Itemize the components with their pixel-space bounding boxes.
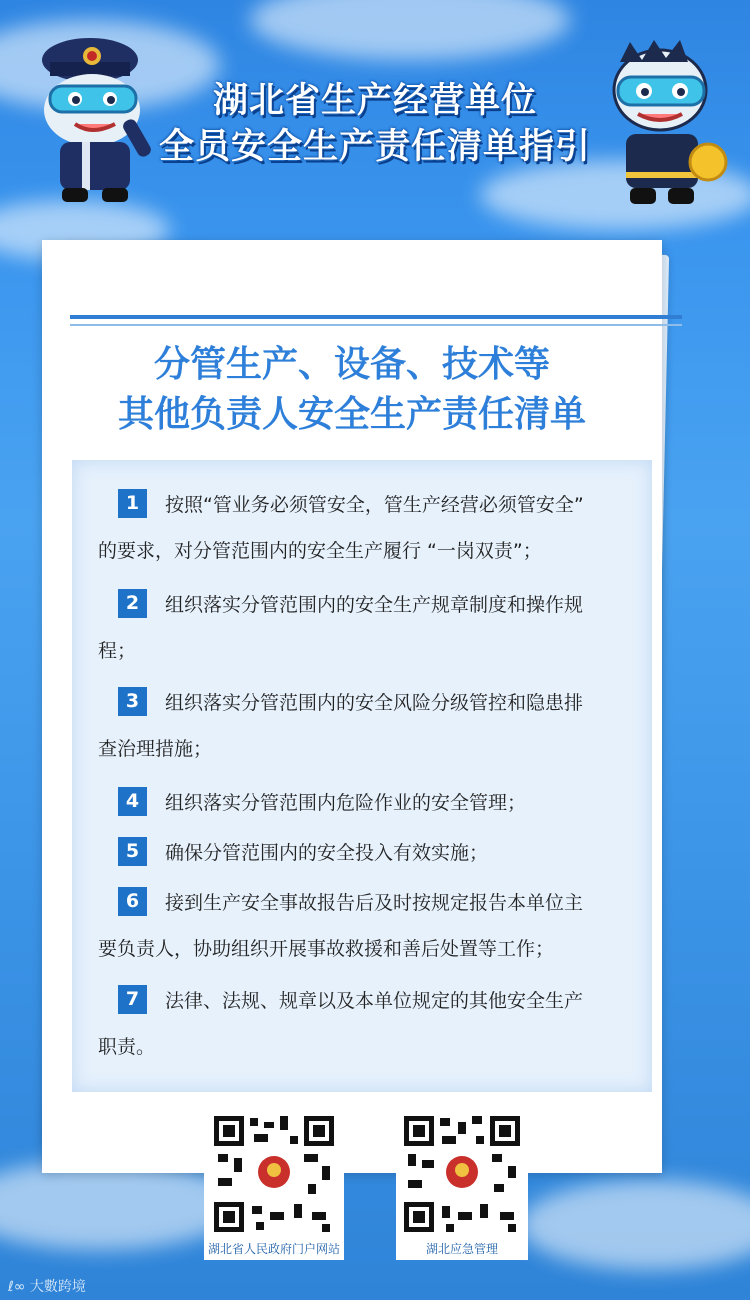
list-item bbox=[98, 830, 638, 876]
watermark bbox=[8, 1276, 86, 1296]
list-item-text-cont: 程； bbox=[98, 640, 137, 662]
item-number-badge: 3 bbox=[118, 687, 147, 716]
list-item-text: 确保分管范围内的安全投入有效实施； bbox=[165, 842, 489, 864]
qr-code-emergency[interactable] bbox=[396, 1108, 528, 1260]
page-title-line2: 全员安全生产责任清单指引 bbox=[158, 127, 591, 167]
list-item-text-cont: 的要求，对分管范围内的安全生产履行 “一岗双责”； bbox=[98, 540, 542, 562]
list-item-text: 接到生产安全事故报告后及时按规定报告本单位主 bbox=[165, 892, 584, 914]
qr-label-gov-portal: 湖北省人民政府门户网站 bbox=[204, 1238, 344, 1260]
divider-thick bbox=[70, 315, 682, 319]
list-item bbox=[98, 880, 638, 972]
watermark-text: 大數跨境 bbox=[29, 1279, 86, 1295]
qr-code-icon bbox=[204, 1108, 344, 1238]
list-item bbox=[98, 780, 638, 826]
list-item-text-cont: 查治理措施； bbox=[98, 738, 213, 760]
page-title bbox=[0, 78, 750, 170]
watermark-logo-icon: ℓ∞ bbox=[8, 1279, 30, 1295]
list-item bbox=[98, 978, 638, 1070]
item-number-badge: 4 bbox=[118, 787, 147, 816]
content-card bbox=[42, 240, 662, 1173]
section-title-line1: 分管生产、设备、技术等 bbox=[153, 344, 550, 385]
page-title-line1: 湖北省生产经营单位 bbox=[212, 81, 537, 121]
list-item bbox=[98, 582, 638, 674]
item-number-badge: 2 bbox=[118, 589, 147, 618]
list-item-text: 组织落实分管范围内的安全风险分级管控和隐患排 bbox=[165, 692, 584, 714]
divider-thin bbox=[70, 324, 682, 326]
item-number-badge: 7 bbox=[118, 985, 147, 1014]
list-item-text: 组织落实分管范围内危险作业的安全管理； bbox=[165, 792, 527, 814]
qr-code-icon bbox=[396, 1108, 528, 1238]
list-item-text-cont: 要负责人，协助组织开展事故救援和善后处置等工作； bbox=[98, 938, 555, 960]
list-item-text: 组织落实分管范围内的安全生产规章制度和操作规 bbox=[165, 594, 584, 616]
qr-code-gov-portal[interactable] bbox=[204, 1108, 344, 1260]
item-number-badge: 1 bbox=[118, 489, 147, 518]
qr-label-emergency: 湖北应急管理 bbox=[396, 1238, 528, 1260]
item-number-badge: 6 bbox=[118, 887, 147, 916]
list-item-text: 按照“管业务必须管安全，管生产经营必须管安全” bbox=[165, 494, 584, 516]
list-item bbox=[98, 482, 638, 574]
list-item bbox=[98, 680, 638, 772]
item-number-badge: 5 bbox=[118, 837, 147, 866]
responsibility-list bbox=[72, 460, 652, 1092]
section-title-line2: 其他负责人安全生产责任清单 bbox=[117, 394, 586, 435]
list-item-text-cont: 职责。 bbox=[98, 1036, 156, 1058]
list-item-text: 法律、法规、规章以及本单位规定的其他安全生产 bbox=[165, 990, 584, 1012]
section-title bbox=[42, 340, 662, 440]
